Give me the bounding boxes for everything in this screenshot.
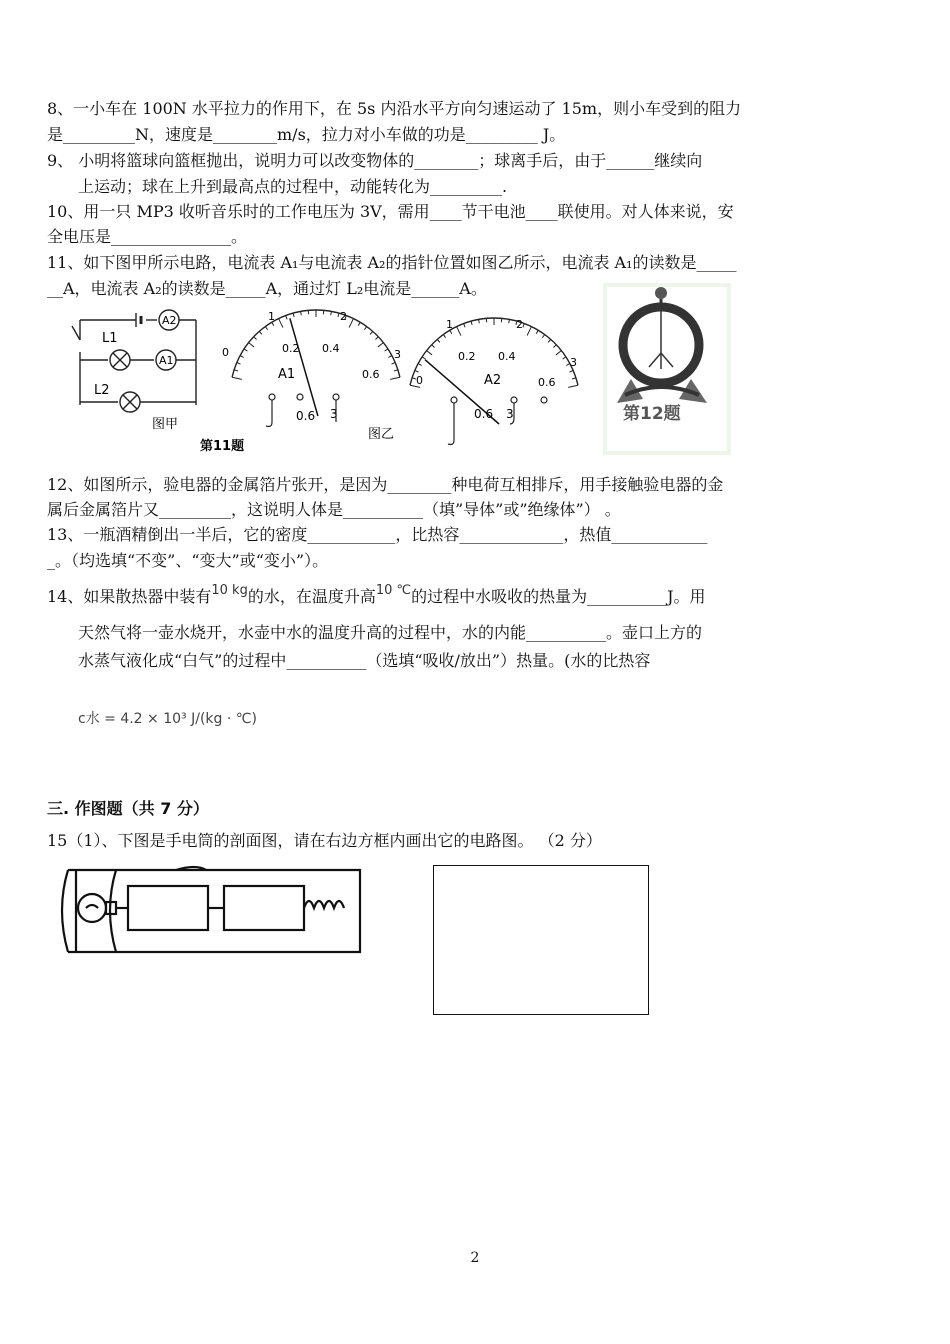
meter2-terminal-06: 0.6: [474, 407, 494, 421]
ammeter-a1-dial: [232, 310, 400, 416]
meter2-tick: [422, 357, 425, 359]
q8-line1: 8、一小车在 100N 水平拉力的作用下，在 5s 内沿水平方向匀速运动了 15m，则小车受到的阻力: [47, 99, 742, 118]
meter2-tick: [563, 357, 566, 359]
q14-temp: 10 ℃: [375, 583, 412, 598]
meter1-tick: [293, 313, 294, 317]
meter1-b3: 3: [394, 348, 401, 361]
meter1-tick: [394, 370, 398, 371]
q12-line2: 属后金属箔片又_________，这说明人体是__________（填”导体”或”绝缘体”） 。: [47, 500, 621, 519]
meter1-tick: [388, 356, 392, 358]
meters-caption: 图乙: [368, 427, 395, 442]
meter2-b1: 1: [446, 318, 453, 331]
ammeter-a1-label: A1: [159, 354, 174, 367]
meter1-tick: [286, 316, 287, 320]
q14-formula: c水 = 4.2 × 10³ J/(kg · ℃): [78, 711, 257, 727]
meter1-terminal-06: 0.6: [296, 409, 316, 423]
meter2-tick: [471, 321, 472, 325]
meter2-tick: [415, 371, 419, 373]
q9-line1: 9、 小明将篮球向篮框抛出，说明力可以改变物体的________；球离手后，由于______继续向: [47, 151, 703, 170]
meter2-tick: [527, 327, 531, 336]
meter2-terminals: [448, 397, 547, 445]
meter1-tick: [301, 311, 302, 315]
meter2-tick: [443, 335, 445, 338]
meter1-tick: [349, 319, 353, 328]
meter1-tick: [390, 377, 400, 379]
q14-line2: 天然气将一壶水烧开，水壶中水的温度升高的过程中，水的内能__________。壶口上方的: [78, 623, 703, 642]
meter1-tick: [338, 313, 339, 317]
meter2-tick: [536, 330, 538, 333]
ammeter-a2-label: A2: [162, 314, 177, 327]
meter2-s0: 0: [416, 374, 423, 387]
circuit-caption: 图甲: [152, 417, 179, 432]
meter2-tick: [570, 371, 574, 373]
lamp-l1-label: L1: [102, 331, 118, 346]
meter2-terminal-3: 3: [506, 407, 514, 421]
meter1-tick: [385, 349, 388, 351]
q14-part1: 14、如果散热器中装有: [47, 587, 212, 606]
figure-12-caption: 第12题: [623, 404, 681, 424]
figure-11-caption: 第11题: [200, 439, 245, 454]
meter2-tick: [437, 339, 440, 342]
meter2-s04: 0.4: [498, 350, 516, 363]
meter2-tick: [418, 364, 422, 366]
meter1-tick: [375, 337, 378, 340]
meter1-name: A1: [278, 367, 296, 382]
meter2-tick: [427, 351, 432, 355]
figure-15-flashlight: [56, 862, 368, 956]
meter1-b1: 1: [268, 310, 275, 323]
meter2-name: A2: [484, 373, 502, 388]
meter2-b2: 2: [516, 318, 523, 331]
meter2-tick: [556, 351, 561, 355]
q14-part2: 的水，在温度升高: [247, 587, 376, 606]
meter1-tick: [364, 327, 366, 330]
meter1-s04: 0.4: [322, 342, 340, 355]
q10-line2: 全电压是_______________。: [47, 227, 248, 246]
meter2-s06: 0.6: [538, 376, 556, 389]
meter1-tick: [331, 311, 332, 315]
q9-line2: 上运动；球在上升到最高点的过程中，动能转化为_________.: [78, 177, 508, 196]
meter1-tick: [234, 370, 238, 371]
meter2-tick: [479, 319, 480, 323]
meter1-s02: 0.2: [282, 342, 300, 355]
meter2-tick: [568, 385, 578, 387]
lamp-l2-label: L2: [94, 383, 110, 398]
q14-part3: 的过程中水吸收的热量为__________J。用: [411, 587, 706, 606]
q11-line1: 11、如下图甲所示电路，电流表 A₁与电流表 A₂的指针位置如图乙所示，电流表 A₁的读数是_____: [47, 253, 737, 272]
meter2-tick: [432, 345, 435, 348]
meter2-tick: [572, 378, 576, 379]
circuit-diagram: [72, 310, 196, 412]
meter2-tick: [464, 324, 465, 328]
meter1-s0: 0: [222, 346, 229, 359]
meter1-tick: [237, 363, 241, 365]
q10-line1: 10、用一只 MP3 收听音乐时的工作电压为 3V，需用____节干电池____联使用。对人体来说，安: [47, 202, 734, 221]
q13-line1: 13、一瓶酒精倒出一半后，它的密度___________，比热容_____________，热值____________: [47, 525, 708, 544]
page-number: 2: [470, 1250, 480, 1266]
meter2-tick: [542, 335, 544, 338]
meter2-tick: [457, 327, 461, 336]
meter1-tick: [392, 363, 396, 365]
q11-line2: __A，电流表 A₂的读数是_____A，通过灯 L₂电流是______A。: [47, 279, 487, 298]
section-3-title: 三. 作图题（共 7 分）: [47, 799, 209, 818]
meter1-tick: [244, 349, 247, 351]
meter1-tick: [249, 343, 254, 347]
meter2-tick: [509, 319, 510, 323]
q14-line1: [47, 583, 706, 610]
meter1-tick: [358, 322, 360, 325]
meter1-tick: [378, 343, 383, 347]
q12-line1: 12、如图所示，验电器的金属箔片张开，是因为________种电荷互相排斥，用手接触验电器的金: [47, 475, 724, 494]
q14-mass: 10 kg: [211, 583, 248, 598]
meter1-tick: [232, 377, 242, 379]
meter1-tick: [240, 356, 244, 358]
meter2-s02: 0.2: [458, 350, 476, 363]
meter2-b3: 3: [570, 356, 577, 369]
meter1-terminal-3: 3: [330, 407, 338, 421]
figure-12-electroscope: [603, 283, 731, 455]
ammeter-a2-dial: [410, 318, 578, 424]
meter2-tick: [548, 339, 551, 342]
meter1-tick: [265, 327, 267, 330]
q8-line2: 是_________N，速度是________m/s，拉力对小车做的功是_________ J。: [47, 125, 566, 144]
q14-line3: 水蒸气液化成“白气”的过程中__________（选填“吸收/放出”）热量。(水的比热容: [78, 651, 651, 670]
meter1-tick: [259, 331, 262, 334]
meter1-b2: 2: [340, 310, 347, 323]
q13-line2: _。（均选填“不变”、“变大”或“变小”）。: [47, 551, 329, 570]
meter1-tick: [279, 319, 283, 328]
meter1-tick: [254, 337, 257, 340]
figure-11: [60, 300, 600, 460]
meter1-s06: 0.6: [362, 368, 380, 381]
meter2-tick: [553, 345, 556, 348]
meter1-tick: [370, 331, 373, 334]
answer-box[interactable]: [433, 865, 649, 1015]
q15-line1: 15（1）、下图是手电筒的剖面图，请在右边方框内画出它的电路图。 （2 分）: [47, 831, 602, 850]
meter2-tick: [523, 324, 524, 328]
